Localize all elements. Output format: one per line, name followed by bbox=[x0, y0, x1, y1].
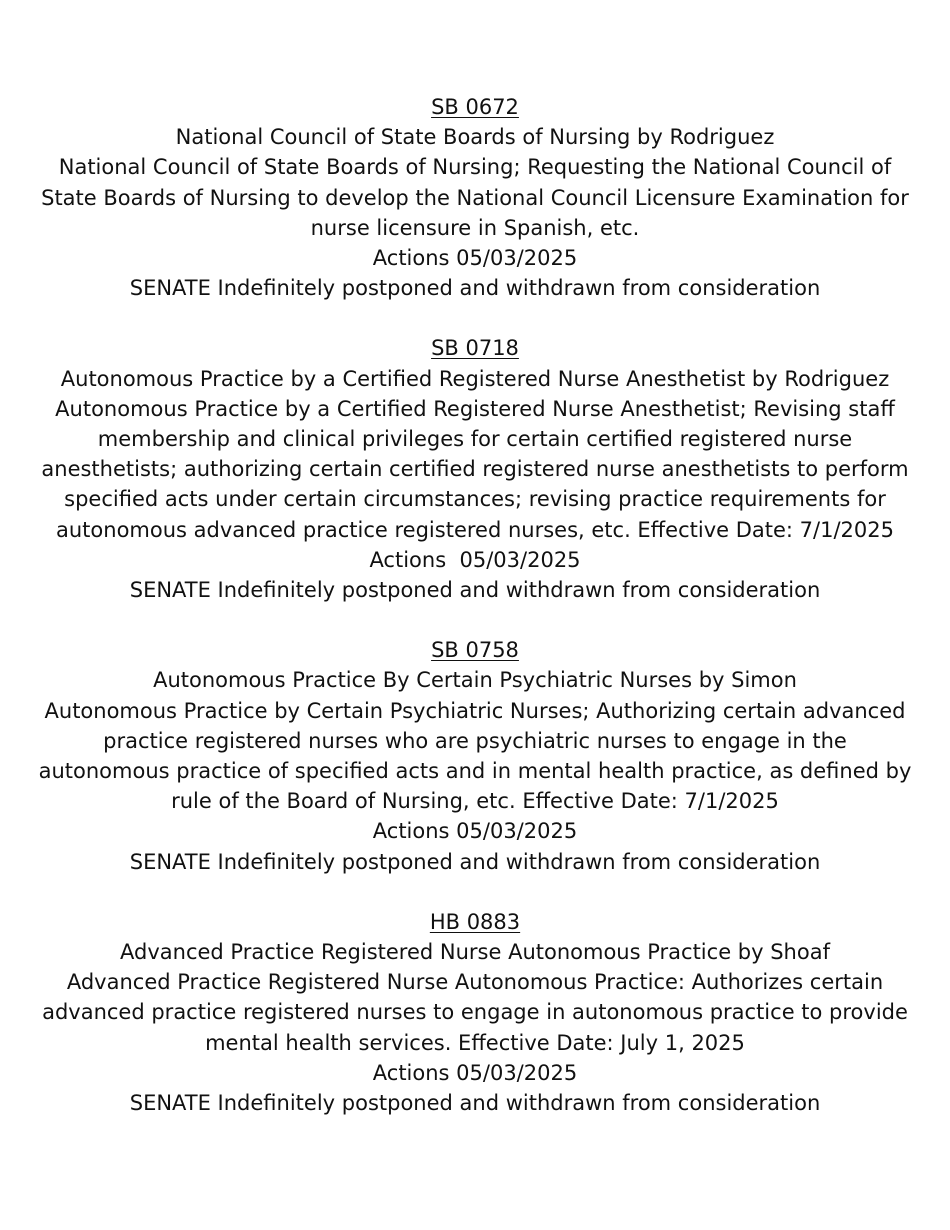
bill-heading: National Council of State Boards of Nursing by Rodriguez bbox=[175, 125, 775, 150]
bill-entry-sb-0758 bbox=[0, 635, 950, 877]
bill-description: Autonomous Practice by Certain Psychiatric Nurses; Authorizing certain advanced practice registered nurses who are psychiatric nurses to engage in the autonomous practice of specified acts and in mental health practice, as defined by rule of the Board of Nursing, etc. Effective Date: 7/1/2025 bbox=[38, 698, 912, 814]
bill-actions: Actions 05/03/2025 bbox=[372, 819, 578, 844]
bill-actions: Actions 05/03/2025 bbox=[372, 246, 578, 271]
bill-status: SENATE Indefinitely postponed and withdrawn from consideration bbox=[129, 276, 821, 301]
bill-number: SB 0718 bbox=[431, 336, 519, 361]
bill-number: SB 0758 bbox=[431, 638, 519, 663]
bill-entry-sb-0672 bbox=[0, 92, 950, 303]
bill-entry-hb-0883 bbox=[0, 907, 950, 1118]
bill-number: HB 0883 bbox=[429, 909, 521, 934]
bill-status: SENATE Indefinitely postponed and withdrawn from consideration bbox=[129, 849, 821, 874]
bill-heading: Autonomous Practice by a Certified Registered Nurse Anesthetist by Rodriguez bbox=[60, 366, 890, 391]
bill-description: National Council of State Boards of Nursing; Requesting the National Council of State Boards of Nursing to develop the National Council Licensure Examination for nurse licensure in Spanish, etc. bbox=[41, 155, 909, 240]
bill-number: SB 0672 bbox=[431, 95, 519, 119]
bill-description: Autonomous Practice by a Certified Registered Nurse Anesthetist; Revising staff membership and clinical privileges for certain certified registered nurse anesthetists; authorizing certain certified registered nurse anesthetists to perform specified acts under certain circumstances; revising practice requirements for autonomous advanced practice registered nurses, etc. Effective Date: 7/1/2025 bbox=[41, 396, 909, 542]
bill-status: SENATE Indefinitely postponed and withdrawn from consideration bbox=[129, 578, 821, 603]
bill-actions: Actions 05/03/2025 bbox=[372, 1060, 578, 1085]
bill-status: SENATE Indefinitely postponed and withdrawn from consideration bbox=[129, 1091, 821, 1116]
bill-description: Advanced Practice Registered Nurse Autonomous Practice: Authorizes certain advanced practice registered nurses to engage in autonomous practice to provide mental health services. Effective Date: July 1, 2025 bbox=[42, 970, 908, 1055]
bill-entry-sb-0718 bbox=[0, 333, 950, 605]
bill-list bbox=[0, 92, 950, 1148]
bill-heading: Autonomous Practice By Certain Psychiatric Nurses by Simon bbox=[153, 668, 797, 693]
bill-actions: Actions 05/03/2025 bbox=[369, 547, 581, 572]
bill-heading: Advanced Practice Registered Nurse Autonomous Practice by Shoaf bbox=[120, 940, 830, 965]
